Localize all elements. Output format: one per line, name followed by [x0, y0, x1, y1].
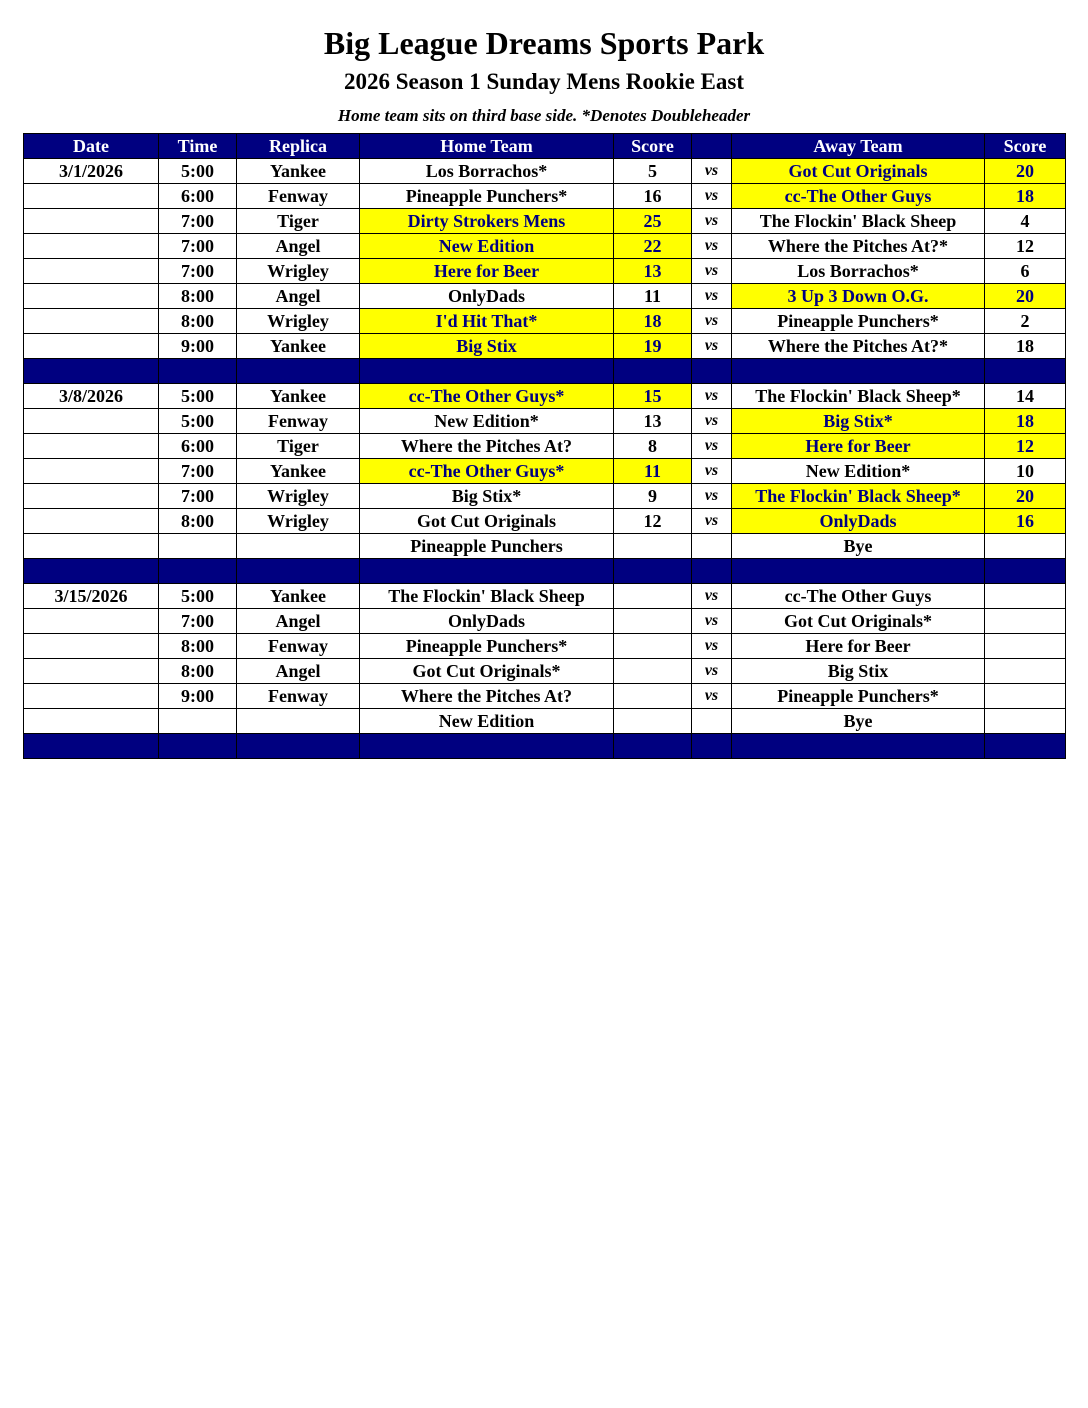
game-row [24, 659, 1066, 684]
game-date [24, 409, 159, 434]
game-date [24, 459, 159, 484]
separator-cell [24, 359, 159, 384]
replica-field: Yankee [237, 159, 360, 184]
away-team: Los Borrachos* [732, 259, 985, 284]
replica-field: Angel [237, 234, 360, 259]
away-team: Bye [732, 534, 985, 559]
game-row [24, 234, 1066, 259]
away-score [985, 684, 1066, 709]
game-row [24, 684, 1066, 709]
game-date [24, 334, 159, 359]
game-time: 7:00 [159, 209, 237, 234]
game-row [24, 484, 1066, 509]
away-score: 12 [985, 234, 1066, 259]
away-team: Got Cut Originals [732, 159, 985, 184]
game-time: 5:00 [159, 409, 237, 434]
game-row [24, 634, 1066, 659]
home-score [614, 684, 692, 709]
game-date [24, 434, 159, 459]
column-header-time: Time [159, 134, 237, 159]
home-team: The Flockin' Black Sheep [360, 584, 614, 609]
replica-field: Fenway [237, 684, 360, 709]
vs-label: vs [692, 184, 732, 209]
game-row [24, 609, 1066, 634]
away-team: 3 Up 3 Down O.G. [732, 284, 985, 309]
game-date: 3/15/2026 [24, 584, 159, 609]
away-score: 18 [985, 409, 1066, 434]
away-score: 4 [985, 209, 1066, 234]
separator-cell [732, 559, 985, 584]
column-header-away-score: Score [985, 134, 1066, 159]
separator-cell [985, 734, 1066, 759]
away-team: Where the Pitches At?* [732, 334, 985, 359]
separator-cell [360, 559, 614, 584]
home-team: Pineapple Punchers* [360, 634, 614, 659]
home-score: 15 [614, 384, 692, 409]
vs-label: vs [692, 584, 732, 609]
away-score [985, 659, 1066, 684]
away-team: cc-The Other Guys [732, 184, 985, 209]
away-score: 10 [985, 459, 1066, 484]
home-team: Pineapple Punchers [360, 534, 614, 559]
game-date [24, 209, 159, 234]
home-score: 12 [614, 509, 692, 534]
game-row [24, 434, 1066, 459]
game-row [24, 184, 1066, 209]
week-separator-row [24, 359, 1066, 384]
away-team: Pineapple Punchers* [732, 309, 985, 334]
separator-cell [237, 734, 360, 759]
replica-field: Yankee [237, 459, 360, 484]
game-row [24, 409, 1066, 434]
page-subtitle: 2026 Season 1 Sunday Mens Rookie East [343, 69, 745, 94]
game-time: 6:00 [159, 434, 237, 459]
away-score: 6 [985, 259, 1066, 284]
separator-cell [237, 559, 360, 584]
separator-cell [360, 734, 614, 759]
game-date [24, 709, 159, 734]
replica-field: Angel [237, 284, 360, 309]
vs-label: vs [692, 334, 732, 359]
game-time: 7:00 [159, 484, 237, 509]
home-team: Pineapple Punchers* [360, 184, 614, 209]
week-separator-row [24, 734, 1066, 759]
away-team: Here for Beer [732, 634, 985, 659]
game-time [159, 534, 237, 559]
away-score: 2 [985, 309, 1066, 334]
home-score [614, 584, 692, 609]
away-score: 20 [985, 159, 1066, 184]
home-score [614, 659, 692, 684]
vs-label [692, 709, 732, 734]
game-time: 5:00 [159, 159, 237, 184]
separator-cell [159, 734, 237, 759]
replica-field: Fenway [237, 634, 360, 659]
game-date [24, 284, 159, 309]
vs-label: vs [692, 409, 732, 434]
vs-label: vs [692, 284, 732, 309]
separator-cell [360, 359, 614, 384]
home-team: New Edition [360, 709, 614, 734]
replica-field: Fenway [237, 409, 360, 434]
separator-cell [159, 359, 237, 384]
home-score: 13 [614, 409, 692, 434]
game-date [24, 484, 159, 509]
home-score [614, 609, 692, 634]
game-date [24, 184, 159, 209]
vs-label: vs [692, 309, 732, 334]
game-row [24, 209, 1066, 234]
replica-field: Angel [237, 609, 360, 634]
home-team: OnlyDads [360, 284, 614, 309]
game-time: 9:00 [159, 334, 237, 359]
separator-cell [985, 559, 1066, 584]
away-team: Bye [732, 709, 985, 734]
column-header-replica: Replica [237, 134, 360, 159]
replica-field: Wrigley [237, 309, 360, 334]
column-header-home-score: Score [614, 134, 692, 159]
away-team: Big Stix* [732, 409, 985, 434]
vs-label: vs [692, 634, 732, 659]
game-time: 5:00 [159, 584, 237, 609]
home-score: 11 [614, 284, 692, 309]
away-score: 20 [985, 284, 1066, 309]
home-team: OnlyDads [360, 609, 614, 634]
separator-cell [732, 359, 985, 384]
home-team: Big Stix* [360, 484, 614, 509]
game-date [24, 684, 159, 709]
vs-label: vs [692, 459, 732, 484]
home-team: Got Cut Originals* [360, 659, 614, 684]
away-team: OnlyDads [732, 509, 985, 534]
separator-cell [237, 359, 360, 384]
replica-field: Wrigley [237, 509, 360, 534]
game-date [24, 659, 159, 684]
game-date [24, 534, 159, 559]
game-row [24, 459, 1066, 484]
away-score: 12 [985, 434, 1066, 459]
game-time: 8:00 [159, 659, 237, 684]
game-row [24, 534, 1066, 559]
vs-label: vs [692, 259, 732, 284]
vs-label: vs [692, 509, 732, 534]
away-score [985, 584, 1066, 609]
replica-field: Wrigley [237, 484, 360, 509]
game-row [24, 284, 1066, 309]
game-time: 9:00 [159, 684, 237, 709]
away-score [985, 534, 1066, 559]
game-time: 8:00 [159, 284, 237, 309]
home-team: cc-The Other Guys* [360, 459, 614, 484]
home-score: 9 [614, 484, 692, 509]
game-date [24, 609, 159, 634]
game-time: 5:00 [159, 384, 237, 409]
vs-label: vs [692, 384, 732, 409]
replica-field: Tiger [237, 434, 360, 459]
vs-label: vs [692, 659, 732, 684]
home-score [614, 534, 692, 559]
column-header-date: Date [24, 134, 159, 159]
game-date [24, 309, 159, 334]
game-time: 7:00 [159, 259, 237, 284]
game-row [24, 259, 1066, 284]
separator-cell [614, 359, 692, 384]
replica-field: Fenway [237, 184, 360, 209]
away-team: Got Cut Originals* [732, 609, 985, 634]
home-score: 22 [614, 234, 692, 259]
schedule-table [23, 133, 1066, 759]
separator-cell [692, 359, 732, 384]
separator-cell [24, 734, 159, 759]
home-score: 18 [614, 309, 692, 334]
home-score: 8 [614, 434, 692, 459]
home-score: 5 [614, 159, 692, 184]
home-team: Where the Pitches At? [360, 434, 614, 459]
home-team: Big Stix [360, 334, 614, 359]
home-team: Los Borrachos* [360, 159, 614, 184]
away-score: 18 [985, 184, 1066, 209]
home-score [614, 634, 692, 659]
game-time [159, 709, 237, 734]
game-row [24, 159, 1066, 184]
away-team: Big Stix [732, 659, 985, 684]
replica-field: Yankee [237, 334, 360, 359]
away-team: cc-The Other Guys [732, 584, 985, 609]
vs-label [692, 534, 732, 559]
game-time: 8:00 [159, 509, 237, 534]
away-score [985, 609, 1066, 634]
game-row [24, 709, 1066, 734]
away-score: 16 [985, 509, 1066, 534]
header-row [24, 134, 1066, 159]
home-score: 25 [614, 209, 692, 234]
game-time: 6:00 [159, 184, 237, 209]
replica-field: Yankee [237, 584, 360, 609]
home-score: 13 [614, 259, 692, 284]
separator-cell [614, 559, 692, 584]
vs-label: vs [692, 484, 732, 509]
game-date [24, 509, 159, 534]
home-team: New Edition [360, 234, 614, 259]
separator-cell [985, 359, 1066, 384]
vs-label: vs [692, 234, 732, 259]
home-team: I'd Hit That* [360, 309, 614, 334]
away-score: 14 [985, 384, 1066, 409]
replica-field [237, 709, 360, 734]
separator-cell [24, 559, 159, 584]
home-team: cc-The Other Guys* [360, 384, 614, 409]
vs-label: vs [692, 209, 732, 234]
separator-cell [692, 734, 732, 759]
separator-cell [732, 734, 985, 759]
replica-field [237, 534, 360, 559]
week-separator-row [24, 559, 1066, 584]
column-header-away-team: Away Team [732, 134, 985, 159]
replica-field: Angel [237, 659, 360, 684]
game-row [24, 384, 1066, 409]
game-date: 3/1/2026 [24, 159, 159, 184]
schedule-note: Home team sits on third base side. *Denotes Doubleheader [337, 106, 751, 125]
game-time: 7:00 [159, 459, 237, 484]
away-team: The Flockin' Black Sheep* [732, 484, 985, 509]
home-score: 16 [614, 184, 692, 209]
game-date [24, 234, 159, 259]
away-team: The Flockin' Black Sheep [732, 209, 985, 234]
home-team: New Edition* [360, 409, 614, 434]
column-header-vs [692, 134, 732, 159]
home-team: Here for Beer [360, 259, 614, 284]
away-score: 20 [985, 484, 1066, 509]
game-time: 8:00 [159, 634, 237, 659]
home-team: Dirty Strokers Mens [360, 209, 614, 234]
schedule-body [24, 159, 1066, 759]
game-date [24, 634, 159, 659]
home-score: 11 [614, 459, 692, 484]
game-row [24, 309, 1066, 334]
home-score [614, 709, 692, 734]
away-team: Pineapple Punchers* [732, 684, 985, 709]
game-date [24, 259, 159, 284]
away-team: Where the Pitches At?* [732, 234, 985, 259]
vs-label: vs [692, 434, 732, 459]
separator-cell [614, 734, 692, 759]
home-team: Where the Pitches At? [360, 684, 614, 709]
away-team: The Flockin' Black Sheep* [732, 384, 985, 409]
page-title: Big League Dreams Sports Park [323, 25, 765, 61]
separator-cell [692, 559, 732, 584]
vs-label: vs [692, 159, 732, 184]
away-score [985, 634, 1066, 659]
away-score: 18 [985, 334, 1066, 359]
game-time: 7:00 [159, 609, 237, 634]
away-team: New Edition* [732, 459, 985, 484]
home-team: Got Cut Originals [360, 509, 614, 534]
replica-field: Tiger [237, 209, 360, 234]
away-score [985, 709, 1066, 734]
game-row [24, 509, 1066, 534]
game-time: 8:00 [159, 309, 237, 334]
separator-cell [159, 559, 237, 584]
game-date: 3/8/2026 [24, 384, 159, 409]
home-score: 19 [614, 334, 692, 359]
game-row [24, 334, 1066, 359]
vs-label: vs [692, 684, 732, 709]
column-header-home-team: Home Team [360, 134, 614, 159]
vs-label: vs [692, 609, 732, 634]
replica-field: Yankee [237, 384, 360, 409]
replica-field: Wrigley [237, 259, 360, 284]
game-time: 7:00 [159, 234, 237, 259]
game-row [24, 584, 1066, 609]
away-team: Here for Beer [732, 434, 985, 459]
